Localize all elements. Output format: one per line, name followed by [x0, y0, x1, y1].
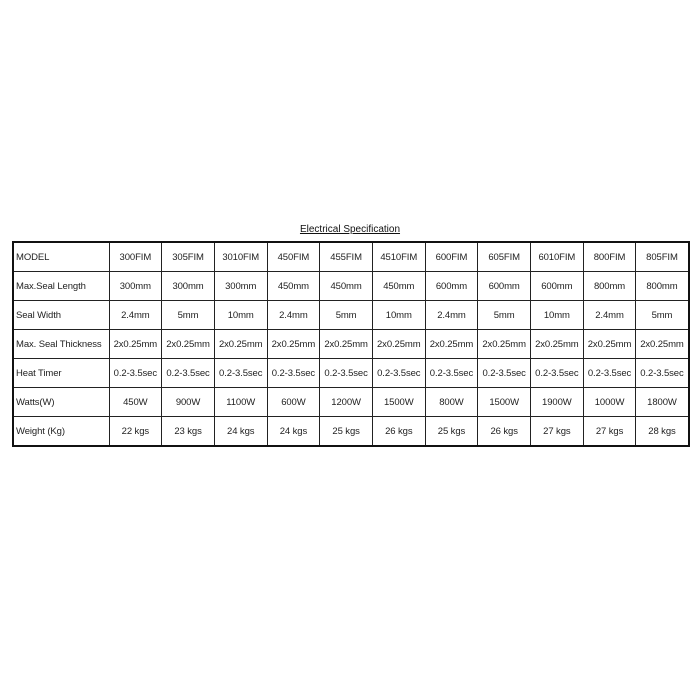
table-cell: 805FIM: [636, 242, 689, 272]
table-cell: 2.4mm: [267, 301, 320, 330]
table-cell: 2x0.25mm: [162, 330, 215, 359]
table-cell: 605FIM: [478, 242, 531, 272]
row-label: Heat Timer: [13, 359, 109, 388]
row-label: Seal Width: [13, 301, 109, 330]
table-cell: 24 kgs: [214, 417, 267, 447]
table-cell: 2x0.25mm: [214, 330, 267, 359]
table-cell: 0.2-3.5sec: [478, 359, 531, 388]
table-cell: 1500W: [478, 388, 531, 417]
table-cell: 25 kgs: [320, 417, 373, 447]
table-cell: 0.2-3.5sec: [162, 359, 215, 388]
table-cell: 0.2-3.5sec: [636, 359, 689, 388]
table-cell: 450FIM: [267, 242, 320, 272]
table-cell: 600mm: [531, 272, 584, 301]
table-cell: 2x0.25mm: [109, 330, 162, 359]
table-cell: 1800W: [636, 388, 689, 417]
table-cell: 2x0.25mm: [478, 330, 531, 359]
table-cell: 0.2-3.5sec: [425, 359, 478, 388]
table-cell: 10mm: [372, 301, 425, 330]
table-cell: 450mm: [320, 272, 373, 301]
table-cell: 305FIM: [162, 242, 215, 272]
table-cell: 24 kgs: [267, 417, 320, 447]
table-cell: 800mm: [636, 272, 689, 301]
table-cell: 0.2-3.5sec: [320, 359, 373, 388]
row-label: Watts(W): [13, 388, 109, 417]
table-cell: 900W: [162, 388, 215, 417]
table-cell: 2.4mm: [425, 301, 478, 330]
table-cell: 300mm: [214, 272, 267, 301]
table-row: [13, 242, 689, 272]
table-cell: 4510FIM: [372, 242, 425, 272]
table-cell: 300mm: [109, 272, 162, 301]
table-cell: 450W: [109, 388, 162, 417]
table-cell: 0.2-3.5sec: [583, 359, 636, 388]
table-cell: 10mm: [531, 301, 584, 330]
table-cell: 0.2-3.5sec: [372, 359, 425, 388]
table-cell: 0.2-3.5sec: [109, 359, 162, 388]
table-cell: 2x0.25mm: [267, 330, 320, 359]
table-cell: 2x0.25mm: [425, 330, 478, 359]
table-cell: 23 kgs: [162, 417, 215, 447]
row-label: Max.Seal Length: [13, 272, 109, 301]
table-cell: 5mm: [478, 301, 531, 330]
table-cell: 1500W: [372, 388, 425, 417]
table-cell: 28 kgs: [636, 417, 689, 447]
table-cell: 1900W: [531, 388, 584, 417]
table-cell: 25 kgs: [425, 417, 478, 447]
row-label: Weight (Kg): [13, 417, 109, 447]
table-cell: 5mm: [636, 301, 689, 330]
table-row: [13, 272, 689, 301]
table-cell: 2.4mm: [583, 301, 636, 330]
table-cell: 600W: [267, 388, 320, 417]
table-cell: 27 kgs: [531, 417, 584, 447]
table-cell: 455FIM: [320, 242, 373, 272]
table-cell: 2.4mm: [109, 301, 162, 330]
table-cell: 600mm: [425, 272, 478, 301]
table-cell: 600FIM: [425, 242, 478, 272]
table-row: [13, 359, 689, 388]
table-cell: 300mm: [162, 272, 215, 301]
table-cell: 6010FIM: [531, 242, 584, 272]
table-cell: 22 kgs: [109, 417, 162, 447]
table-cell: 0.2-3.5sec: [267, 359, 320, 388]
table-cell: 26 kgs: [478, 417, 531, 447]
table-body: [13, 242, 689, 446]
table-cell: 800FIM: [583, 242, 636, 272]
row-label: MODEL: [13, 242, 109, 272]
table-cell: 300FIM: [109, 242, 162, 272]
electrical-spec-table: [12, 241, 690, 447]
table-row: [13, 388, 689, 417]
row-label: Max. Seal Thickness: [13, 330, 109, 359]
table-cell: 450mm: [372, 272, 425, 301]
table-cell: 27 kgs: [583, 417, 636, 447]
table-cell: 0.2-3.5sec: [531, 359, 584, 388]
table-cell: 1100W: [214, 388, 267, 417]
table-cell: 1000W: [583, 388, 636, 417]
table-cell: 5mm: [320, 301, 373, 330]
table-cell: 0.2-3.5sec: [214, 359, 267, 388]
page-title: Electrical Specification: [299, 224, 401, 235]
table-cell: 2x0.25mm: [583, 330, 636, 359]
table-cell: 2x0.25mm: [320, 330, 373, 359]
table-cell: 2x0.25mm: [531, 330, 584, 359]
table-row: [13, 301, 689, 330]
table-row: [13, 330, 689, 359]
table-cell: 600mm: [478, 272, 531, 301]
table-cell: 2x0.25mm: [372, 330, 425, 359]
table-cell: 800mm: [583, 272, 636, 301]
table-cell: 5mm: [162, 301, 215, 330]
table-cell: 10mm: [214, 301, 267, 330]
table-cell: 26 kgs: [372, 417, 425, 447]
table-cell: 450mm: [267, 272, 320, 301]
table-cell: 800W: [425, 388, 478, 417]
table-row: [13, 417, 689, 447]
table-cell: 1200W: [320, 388, 373, 417]
table-cell: 2x0.25mm: [636, 330, 689, 359]
table-cell: 3010FIM: [214, 242, 267, 272]
